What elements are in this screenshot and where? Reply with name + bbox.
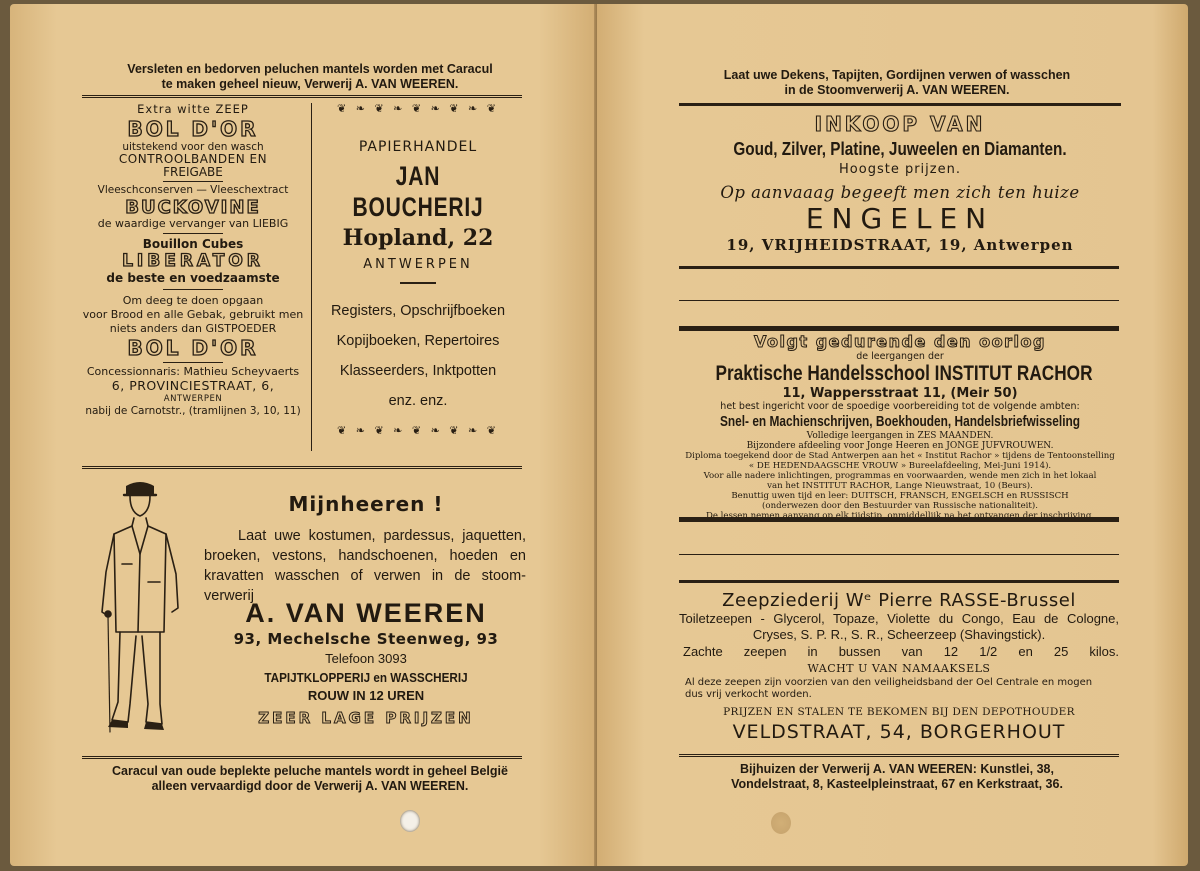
small-divider xyxy=(400,282,436,284)
brand-buckovine: BUCKOVINE xyxy=(125,197,261,218)
jan-boucherij-ad: ❦ ❧ ❦ ❧ ❦ ❧ ❦ ❧ ❦ PAPIERHANDEL JAN BOUCHERIJ Hopland, 22 ANTWERPEN Registers, Opschrijfboeken Kopijboeken, Repertoires Klasseerders, Inktpotten enz. enz. ❦ ❧ ❦ ❧ ❦ ❧ ❦ ❧ ❦ xyxy=(330,102,506,437)
left-top-notice: Versleten en bedorven peluchen mantels worden met Caracul te maken geheel nieuw, Verwerij A. VAN WEEREN. xyxy=(127,62,493,91)
engelen-ad: INKOOP VAN Goud, Zilver, Platine, Juweelen en Diamanten. Hoogste prijzen. Op aanvaaag begeeft men zich ten huize ENGELEN 19, VRIJHEIDSTRAAT, 19, Antwerpen xyxy=(679,112,1121,254)
divider xyxy=(679,326,1119,331)
small-divider xyxy=(163,362,223,363)
brand-liberator: LIBERATOR xyxy=(122,251,264,271)
divider xyxy=(82,466,522,470)
divider xyxy=(82,95,522,99)
soap-heading: Zeepziederij Wᵉ Pierre RASSE-Brussel xyxy=(722,590,1076,611)
divider xyxy=(82,756,522,760)
left-bottom-notice: Caracul van oude beplekte peluche mantels wordt in geheel België alleen vervaardigd door de Verwerij A. VAN WEEREN. xyxy=(112,764,508,793)
divider xyxy=(679,580,1119,583)
right-top-notice: Laat uwe Dekens, Tapijten, Gordijnen verwen of wasschen in de Stoomverwerij A. VAN WEEREN. xyxy=(723,68,1071,97)
rasse-soap-ad: Zeepziederij Wᵉ Pierre RASSE-Brussel Toiletzeepen - Glycerol, Topaze, Violette du Congo, Eau de Cologne, Cryses, S. P. R., S. R., Scheerzeep (Shavingstick). Zachte zeepen in bussen van 12 1/2 en 25 kilos. WACHT U VAN NAMAAKSELS Al deze zeepen zijn voorzien van den veiligheidsband der Oel Centrale en mogen dus vrij verkocht worden. PRIJZEN EN STALEN TE BEKOMEN BIJ DEN DEPOTHOUDER VELDSTRAAT, 54, BORGERHOUT xyxy=(679,590,1119,743)
small-divider xyxy=(163,181,223,182)
institut-rachor-ad: Volgt gedurende den oorlog de leergangen der Praktische Handelsschool INSTITUT RACHOR 11, Wappersstraat 11, (Meir 50) het best ingericht voor de spoedige voorbereiding tot de volgende ambten: Snel- en Machienschrijven, Boekhouden, Handelsbriefwisseling Volledige leergangen in ZES MAANDEN. Bijzondere afdeeling voor Jonge Heeren en JONGE JUFVROUWEN. Diploma toegekend door de Stad Antwerpen aan het « Institut Rachor » tijdens de Tentoonstelling « DE HEDENDAAGSCHE VROUW » Bureelafdeeling, Mei-Juni 1914). Voor alle nadere inlichtingen, programmas en voorwaarden, wende men zich in het lokaal van het INSTITUT RACHOR, Lange Nieuwstraat, 10 (Beurs). Benuttig uwen tijd en leer: DUITSCH, FRANSCH, ENGELSCH en RUSSISCH (onderwezen door den Bestuurder van Russische nationaliteit). De lessen nemen aanvang op elk tijdstip, onmiddellijk na het ontvangen der inschrijving. xyxy=(685,332,1115,521)
right-bottom-notice: Bijhuizen der Verwerij A. VAN WEEREN: Kunstlei, 38, Vondelstraat, 8, Kasteelpleinstraat, 67 en Kerkstraat, 36. xyxy=(731,762,1063,791)
van-weeren-ad xyxy=(206,492,526,516)
shop-name: JAN BOUCHERIJ xyxy=(352,161,484,222)
gentleman-illustration xyxy=(92,482,200,744)
small-divider xyxy=(163,289,223,290)
business-name: ENGELEN xyxy=(805,202,995,235)
tailor-body: Laat uwe kostumen, pardessus, jaquetten, broeken, vestons, handschoenen, hoeden en kravatten wasschen of verwen in de stoom- verwerij xyxy=(204,528,526,604)
brand-bol-dor: BOL D'OR xyxy=(127,117,259,141)
ad-title: Mijnheeren ! xyxy=(288,492,444,516)
left-page xyxy=(10,4,597,866)
school-name: Praktische Handelsschool INSTITUT RACHOR xyxy=(715,362,1093,385)
binding-hole xyxy=(771,812,791,834)
divider xyxy=(679,517,1119,522)
column-divider xyxy=(311,103,312,451)
divider xyxy=(679,103,1121,106)
van-weeren-details: A. VAN WEEREN 93, Mechelsche Steenweg, 93 Telefoon 3093 TAPIJTKLOPPERIJ en WASSCHERIJ ROUW IN 12 UREN ZEER LAGE PRIJZEN xyxy=(206,598,526,727)
divider xyxy=(679,554,1119,555)
bol-dor-ad: Extra witte ZEEP BOL D'OR uitstekend voor den wasch CONTROOLBANDEN EN FREIGABE Vleeschconserven — Vleeschextract BUCKOVINE de waardige vervanger van LIEBIG Bouillon Cubes LIBERATOR de beste en voedzaamste Om deeg te doen opgaan voor Brood en alle Gebak, gebruikt men niets anders dan GISTPOEDER BOL D'OR Concessionnaris: Mathieu Scheyvaerts 6, PROVINCIESTRAAT, 6, ANTWERPEN nabij de Carnotstr., (tramlijnen 3, 10, 11) xyxy=(82,102,304,417)
brand-bol-dor-2: BOL D'OR xyxy=(127,336,259,360)
right-page xyxy=(597,4,1188,866)
depot-address: VELDSTRAAT, 54, BORGERHOUT xyxy=(732,721,1066,743)
divider xyxy=(679,300,1119,301)
binding-hole xyxy=(400,810,420,832)
divider xyxy=(679,754,1119,758)
business-name: A. VAN WEEREN xyxy=(245,598,487,628)
small-divider xyxy=(163,233,223,234)
divider xyxy=(679,266,1119,269)
